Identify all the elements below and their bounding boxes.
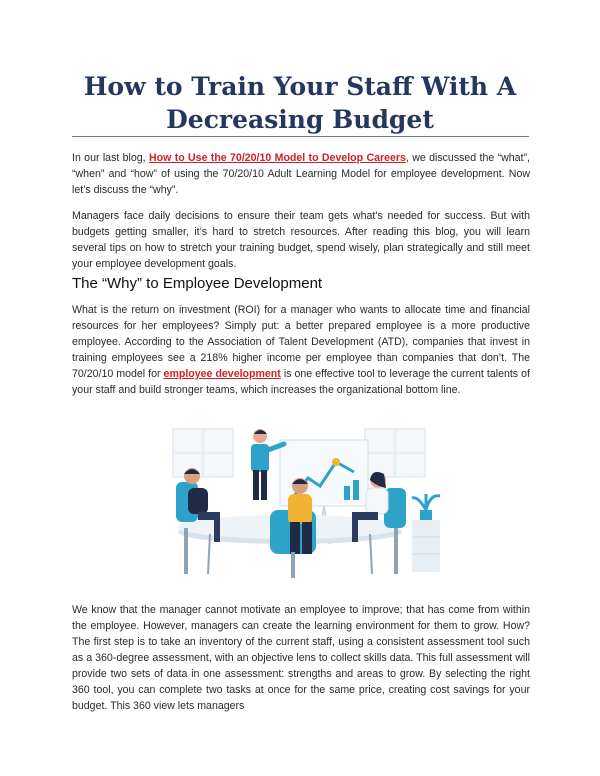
intro-paragraph (72, 150, 530, 198)
roi-paragraph (72, 302, 530, 398)
team-meeting-illustration (150, 424, 450, 584)
assessment-paragraph: We know that the manager cannot motivate an employee to improve; that has come from within the employee. However, managers can create the learning environment for them to grow. How? The first step is to take an inventory of the current staff, using a consistent assessment tool such as a 360-degree assessment, with an objective lens to collect skills data. This full assessment will provide two sets of data in one assessment: strengths and areas to grow. By selecting the right 360 tool, you can complete two tasks at once for the same price, creating cost savings for your budget. This 360 view lets managers (72, 604, 530, 712)
window-right (364, 428, 426, 478)
window-left (172, 428, 234, 478)
budget-paragraph: Managers face daily decisions to ensure their team gets what’s needed for success. But with budgets getting smaller, it’s hard to stretch resources. After reading this blog, you will learn several tips on how to stretch your training budget, spend wisely, plan strategically and still meet your employee development goals. (72, 210, 530, 270)
blog-link[interactable]: How to Use the 70/20/10 Model to Develop Careers (148, 152, 406, 164)
standing-presenter (251, 429, 284, 500)
intro-text-before: In our last blog, (72, 152, 149, 164)
section-heading: The “Why” to Employee Development (72, 275, 323, 292)
intro-text-after: , we discussed the “what”, “when” and “how” of using the 70/20/10 Adult Learning Model for employee development. Now let’s discuss the “why”. (72, 152, 530, 196)
employee-development-link[interactable]: employee development (163, 368, 281, 380)
roi-text-before: What is the return on investment (ROI) for a manager who wants to allocate time and financial resources for her employees? Simply put: a better prepared employee is a more productive employee. According to the Association of Talent Development (ATD), companies that invest in training employees see a 218% higher income per employee than companies that don’t. The 70/20/10 model for (72, 304, 530, 380)
cabinet-with-plant (412, 494, 440, 572)
roi-text-after: is one effective tool to leverage the current talents of your staff and build stronger teams, which increases the organizational bottom line. (72, 368, 530, 396)
page-title: How to Train Your Staff With A Decreasing Budget (83, 72, 517, 134)
title-divider (72, 136, 529, 137)
